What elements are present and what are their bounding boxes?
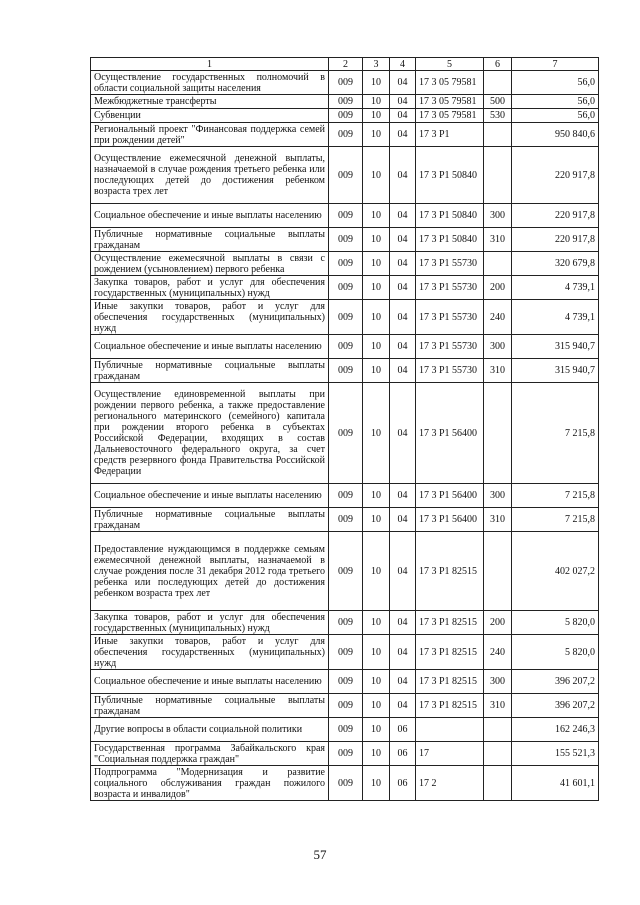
row-code-grbs: 009: [329, 670, 363, 694]
row-description: Подпрограмма "Модернизация и развитие социального обслуживания граждан пожилого возраста и инвалидов": [91, 766, 329, 801]
row-code-section: 10: [363, 766, 390, 801]
row-code-section: 10: [363, 670, 390, 694]
row-code-expense-type: [484, 532, 512, 611]
row-description: Социальное обеспечение и иные выплаты населению: [91, 335, 329, 359]
row-description: Предоставление нуждающимся в поддержке семьям ежемесячной денежной выплаты, назначаемой в случае рождения после 31 декабря 2012 года третьего ребенка или последующих детей до достижения ребенком возраста трех лет: [91, 532, 329, 611]
row-amount: 7 215,8: [512, 484, 599, 508]
row-code-section: 10: [363, 252, 390, 276]
row-code-expense-type: 500: [484, 95, 512, 109]
row-code-grbs: 009: [329, 508, 363, 532]
row-amount: 315 940,7: [512, 335, 599, 359]
header-cell-2: 2: [329, 58, 363, 71]
row-code-section: 10: [363, 359, 390, 383]
row-code-expense-type: [484, 252, 512, 276]
table-row: [91, 204, 599, 228]
row-code-target: 17 3 P1 82515: [416, 694, 484, 718]
row-code-subsection: 04: [390, 635, 416, 670]
row-code-subsection: 04: [390, 611, 416, 635]
row-code-target: 17 3 P1 56400: [416, 484, 484, 508]
table-row: [91, 109, 599, 123]
row-description: Социальное обеспечение и иные выплаты населению: [91, 204, 329, 228]
row-amount: 41 601,1: [512, 766, 599, 801]
row-code-section: 10: [363, 147, 390, 204]
budget-table: [90, 57, 599, 801]
row-code-expense-type: [484, 766, 512, 801]
row-code-target: 17: [416, 742, 484, 766]
row-code-subsection: 04: [390, 123, 416, 147]
table-row: [91, 359, 599, 383]
row-description: Публичные нормативные социальные выплаты гражданам: [91, 694, 329, 718]
row-code-subsection: 04: [390, 252, 416, 276]
row-code-section: 10: [363, 123, 390, 147]
table-row: [91, 611, 599, 635]
row-description: Социальное обеспечение и иные выплаты населению: [91, 670, 329, 694]
row-code-target: 17 2: [416, 766, 484, 801]
row-code-subsection: 04: [390, 109, 416, 123]
row-code-grbs: 009: [329, 635, 363, 670]
row-code-subsection: 04: [390, 147, 416, 204]
row-code-target: 17 3 P1 82515: [416, 532, 484, 611]
row-amount: 5 820,0: [512, 611, 599, 635]
row-code-target: 17 3 P1 55730: [416, 359, 484, 383]
row-code-grbs: 009: [329, 300, 363, 335]
row-code-subsection: 04: [390, 670, 416, 694]
row-description: Межбюджетные трансферты: [91, 95, 329, 109]
table-row: [91, 766, 599, 801]
row-code-section: 10: [363, 300, 390, 335]
row-code-subsection: 04: [390, 508, 416, 532]
row-code-subsection: 04: [390, 335, 416, 359]
row-amount: 396 207,2: [512, 694, 599, 718]
row-code-target: 17 3 P1 55730: [416, 276, 484, 300]
row-code-subsection: 04: [390, 694, 416, 718]
row-amount: 4 739,1: [512, 276, 599, 300]
row-description: Государственная программа Забайкальского края "Социальная поддержка граждан": [91, 742, 329, 766]
row-description: Осуществление государственных полномочий в области социальной защиты населения: [91, 71, 329, 95]
row-amount: 56,0: [512, 109, 599, 123]
header-cell-6: 6: [484, 58, 512, 71]
header-cell-5: 5: [416, 58, 484, 71]
row-code-grbs: 009: [329, 359, 363, 383]
table-row: [91, 383, 599, 484]
row-code-grbs: 009: [329, 109, 363, 123]
row-description: Иные закупки товаров, работ и услуг для обеспечения государственных (муниципальных) нужд: [91, 300, 329, 335]
header-cell-4: 4: [390, 58, 416, 71]
row-code-grbs: 009: [329, 123, 363, 147]
row-description: Иные закупки товаров, работ и услуг для обеспечения государственных (муниципальных) нужд: [91, 635, 329, 670]
table-header-row: [91, 58, 599, 71]
row-code-expense-type: [484, 147, 512, 204]
row-code-grbs: 009: [329, 611, 363, 635]
row-description: Осуществление ежемесячной выплаты в связи с рождением (усыновлением) первого ребенка: [91, 252, 329, 276]
row-code-target: 17 3 P1 82515: [416, 670, 484, 694]
row-description: Публичные нормативные социальные выплаты гражданам: [91, 228, 329, 252]
table-row: [91, 742, 599, 766]
row-code-expense-type: 240: [484, 635, 512, 670]
budget-table-sheet: [90, 57, 598, 801]
row-code-section: 10: [363, 71, 390, 95]
row-code-expense-type: [484, 742, 512, 766]
row-code-grbs: 009: [329, 252, 363, 276]
row-code-target: 17 3 P1 50840: [416, 228, 484, 252]
row-code-grbs: 009: [329, 383, 363, 484]
row-code-section: 10: [363, 95, 390, 109]
table-row: [91, 508, 599, 532]
row-code-expense-type: 200: [484, 276, 512, 300]
row-amount: 950 840,6: [512, 123, 599, 147]
table-row: [91, 276, 599, 300]
row-amount: 7 215,8: [512, 508, 599, 532]
row-code-section: 10: [363, 694, 390, 718]
row-code-expense-type: [484, 71, 512, 95]
row-code-target: 17 3 P1 56400: [416, 508, 484, 532]
row-code-target: 17 3 05 79581: [416, 95, 484, 109]
row-code-target: 17 3 P1 50840: [416, 204, 484, 228]
row-code-section: 10: [363, 383, 390, 484]
row-code-grbs: 009: [329, 147, 363, 204]
table-row: [91, 95, 599, 109]
table-row: [91, 335, 599, 359]
row-code-target: 17 3 P1 55730: [416, 252, 484, 276]
row-code-expense-type: 240: [484, 300, 512, 335]
row-code-target: 17 3 P1 50840: [416, 147, 484, 204]
row-code-subsection: 04: [390, 383, 416, 484]
row-code-target: 17 3 P1: [416, 123, 484, 147]
row-code-expense-type: 300: [484, 204, 512, 228]
header-cell-7: 7: [512, 58, 599, 71]
row-code-expense-type: 300: [484, 484, 512, 508]
row-code-target: [416, 718, 484, 742]
row-amount: 320 679,8: [512, 252, 599, 276]
row-code-target: 17 3 P1 82515: [416, 635, 484, 670]
row-description: Публичные нормативные социальные выплаты гражданам: [91, 359, 329, 383]
row-amount: 56,0: [512, 71, 599, 95]
row-code-section: 10: [363, 611, 390, 635]
row-amount: 315 940,7: [512, 359, 599, 383]
row-amount: 7 215,8: [512, 383, 599, 484]
row-code-section: 10: [363, 532, 390, 611]
table-row: [91, 670, 599, 694]
table-row: [91, 635, 599, 670]
row-code-expense-type: 310: [484, 508, 512, 532]
row-code-expense-type: 310: [484, 228, 512, 252]
row-code-grbs: 009: [329, 694, 363, 718]
row-description: Субвенции: [91, 109, 329, 123]
table-row: [91, 484, 599, 508]
table-row: [91, 300, 599, 335]
row-code-grbs: 009: [329, 766, 363, 801]
row-code-expense-type: [484, 383, 512, 484]
row-description: Социальное обеспечение и иные выплаты населению: [91, 484, 329, 508]
row-code-target: 17 3 05 79581: [416, 109, 484, 123]
row-code-expense-type: 310: [484, 359, 512, 383]
row-description: Региональный проект "Финансовая поддержка семей при рождении детей": [91, 123, 329, 147]
table-row: [91, 71, 599, 95]
row-amount: 402 027,2: [512, 532, 599, 611]
row-code-target: 17 3 P1 82515: [416, 611, 484, 635]
row-code-expense-type: 310: [484, 694, 512, 718]
row-code-expense-type: 530: [484, 109, 512, 123]
row-code-subsection: 06: [390, 742, 416, 766]
table-row: [91, 718, 599, 742]
row-code-section: 10: [363, 335, 390, 359]
row-amount: 220 917,8: [512, 204, 599, 228]
row-amount: 396 207,2: [512, 670, 599, 694]
row-code-subsection: 04: [390, 532, 416, 611]
header-cell-1: 1: [91, 58, 329, 71]
row-code-grbs: 009: [329, 228, 363, 252]
row-code-expense-type: [484, 718, 512, 742]
table-row: [91, 228, 599, 252]
row-amount: 4 739,1: [512, 300, 599, 335]
row-code-section: 10: [363, 484, 390, 508]
row-amount: 56,0: [512, 95, 599, 109]
row-code-section: 10: [363, 109, 390, 123]
row-description: Осуществление ежемесячной денежной выплаты, назначаемой в случае рождения третьего ребенка или последующих детей до достижения ребенком возраста трех лет: [91, 147, 329, 204]
row-code-section: 10: [363, 228, 390, 252]
row-code-grbs: 009: [329, 742, 363, 766]
row-code-expense-type: 300: [484, 335, 512, 359]
table-row: [91, 532, 599, 611]
row-code-section: 10: [363, 635, 390, 670]
row-code-grbs: 009: [329, 204, 363, 228]
row-code-target: 17 3 P1 55730: [416, 300, 484, 335]
row-description: Другие вопросы в области социальной политики: [91, 718, 329, 742]
row-code-section: 10: [363, 204, 390, 228]
row-code-subsection: 04: [390, 71, 416, 95]
row-description: Осуществление единовременной выплаты при рождении первого ребенка, а также предоставление регионального материнского (семейного) капитала при рождении второго ребенка в субъектах Российской Федерации, входящих в состав Дальневосточного федерального округа, за счет средств резервного фонда Правительства Российской Федерации: [91, 383, 329, 484]
row-code-section: 10: [363, 276, 390, 300]
row-description: Закупка товаров, работ и услуг для обеспечения государственных (муниципальных) нужд: [91, 276, 329, 300]
row-code-grbs: 009: [329, 95, 363, 109]
row-code-grbs: 009: [329, 71, 363, 95]
row-code-subsection: 06: [390, 766, 416, 801]
row-code-grbs: 009: [329, 335, 363, 359]
row-code-section: 10: [363, 508, 390, 532]
row-code-section: 10: [363, 742, 390, 766]
row-code-subsection: 04: [390, 228, 416, 252]
row-amount: 220 917,8: [512, 147, 599, 204]
row-code-target: 17 3 P1 56400: [416, 383, 484, 484]
header-cell-3: 3: [363, 58, 390, 71]
table-row: [91, 147, 599, 204]
page-number: 57: [313, 847, 327, 862]
row-code-target: 17 3 P1 55730: [416, 335, 484, 359]
row-code-subsection: 04: [390, 204, 416, 228]
row-code-expense-type: [484, 123, 512, 147]
row-code-subsection: 04: [390, 276, 416, 300]
row-code-grbs: 009: [329, 532, 363, 611]
row-code-target: 17 3 05 79581: [416, 71, 484, 95]
row-code-subsection: 04: [390, 484, 416, 508]
row-amount: 5 820,0: [512, 635, 599, 670]
row-code-subsection: 06: [390, 718, 416, 742]
row-code-subsection: 04: [390, 359, 416, 383]
row-description: Закупка товаров, работ и услуг для обеспечения государственных (муниципальных) нужд: [91, 611, 329, 635]
row-amount: 220 917,8: [512, 228, 599, 252]
row-code-subsection: 04: [390, 95, 416, 109]
table-row: [91, 123, 599, 147]
row-code-grbs: 009: [329, 276, 363, 300]
row-code-subsection: 04: [390, 300, 416, 335]
table-row: [91, 694, 599, 718]
row-amount: 162 246,3: [512, 718, 599, 742]
row-code-grbs: 009: [329, 484, 363, 508]
row-code-section: 10: [363, 718, 390, 742]
row-code-expense-type: 200: [484, 611, 512, 635]
row-code-expense-type: 300: [484, 670, 512, 694]
row-amount: 155 521,3: [512, 742, 599, 766]
row-description: Публичные нормативные социальные выплаты гражданам: [91, 508, 329, 532]
row-code-grbs: 009: [329, 718, 363, 742]
table-row: [91, 252, 599, 276]
